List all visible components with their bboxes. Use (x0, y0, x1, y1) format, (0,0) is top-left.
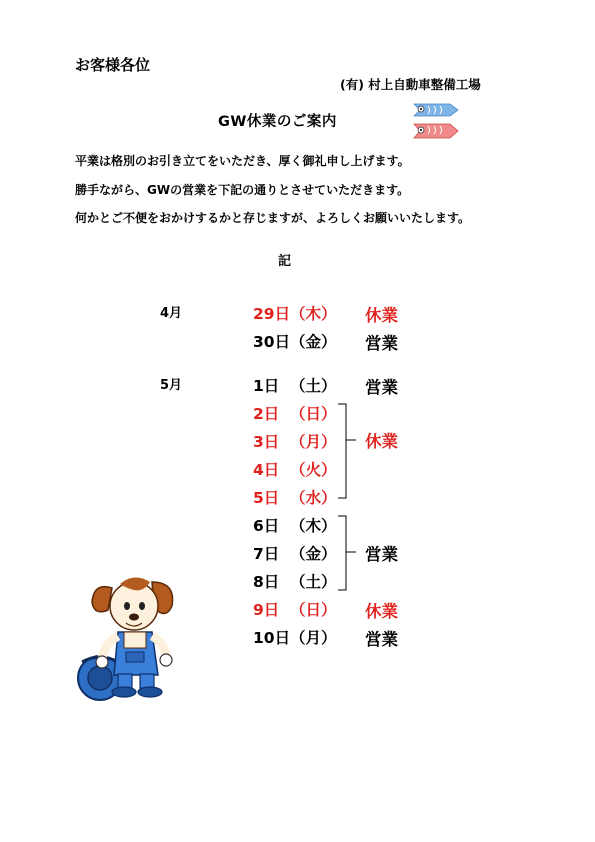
schedule-weekday: （金） (290, 333, 337, 351)
schedule-date: 3日 (253, 433, 280, 451)
schedule-date: 10日 (253, 629, 291, 647)
schedule-weekday: （木） (290, 517, 337, 535)
dog-mechanic-illustration (72, 570, 197, 705)
schedule-date: 9日 (253, 601, 280, 619)
schedule-weekday: （金） (290, 545, 337, 563)
group-closed-status: 休業 (365, 432, 398, 451)
schedule-weekday: （月） (290, 433, 337, 451)
schedule-date: 30日 (253, 333, 291, 351)
schedule-date: 2日 (253, 405, 280, 423)
schedule-date: 6日 (253, 517, 280, 535)
month-april: 4月 (160, 306, 183, 321)
body-line-3: 何かとご不便をおかけするかと存じますが、よろしくお願いいたします。 (75, 211, 471, 225)
schedule-date: 7日 (253, 545, 280, 563)
body-line-2: 勝手ながら、GWの営業を下記の通りとさせていただきます。 (75, 183, 410, 197)
schedule-weekday: （月） (290, 629, 337, 647)
schedule-status: 営業 (365, 630, 398, 649)
schedule-weekday: （火） (290, 461, 337, 479)
schedule-status: 休業 (365, 306, 398, 325)
ki-heading: 記 (278, 254, 292, 269)
schedule-weekday: （土） (290, 573, 337, 591)
schedule-date: 29日 (253, 305, 291, 323)
schedule-weekday: （土） (290, 377, 337, 395)
schedule-status: 営業 (365, 378, 398, 397)
schedule-weekday: （水） (290, 489, 337, 507)
month-may: 5月 (160, 378, 183, 393)
page-title: GW休業のご案内 (218, 114, 337, 130)
schedule-weekday: （木） (290, 305, 337, 323)
body-line-1: 平業は格別のお引き立てをいただき、厚く御礼申し上げます。 (75, 154, 410, 168)
schedule-weekday: （日） (290, 601, 337, 619)
schedule-date: 1日 (253, 377, 280, 395)
schedule-date: 8日 (253, 573, 280, 591)
koinobori-icon (412, 100, 460, 144)
schedule-date: 4日 (253, 461, 280, 479)
schedule-date: 5日 (253, 489, 280, 507)
bracket-open-group (336, 514, 366, 594)
company-name: (有) 村上自動車整備工場 (340, 77, 481, 92)
group-open-status: 営業 (365, 545, 398, 564)
schedule-status: 休業 (365, 602, 398, 621)
bracket-closed-group (336, 402, 366, 502)
schedule-weekday: （日） (290, 405, 337, 423)
blue-carp-icon (414, 104, 458, 116)
schedule-status: 営業 (365, 334, 398, 353)
red-carp-icon (414, 124, 458, 138)
greeting: お客様各位 (75, 56, 151, 74)
